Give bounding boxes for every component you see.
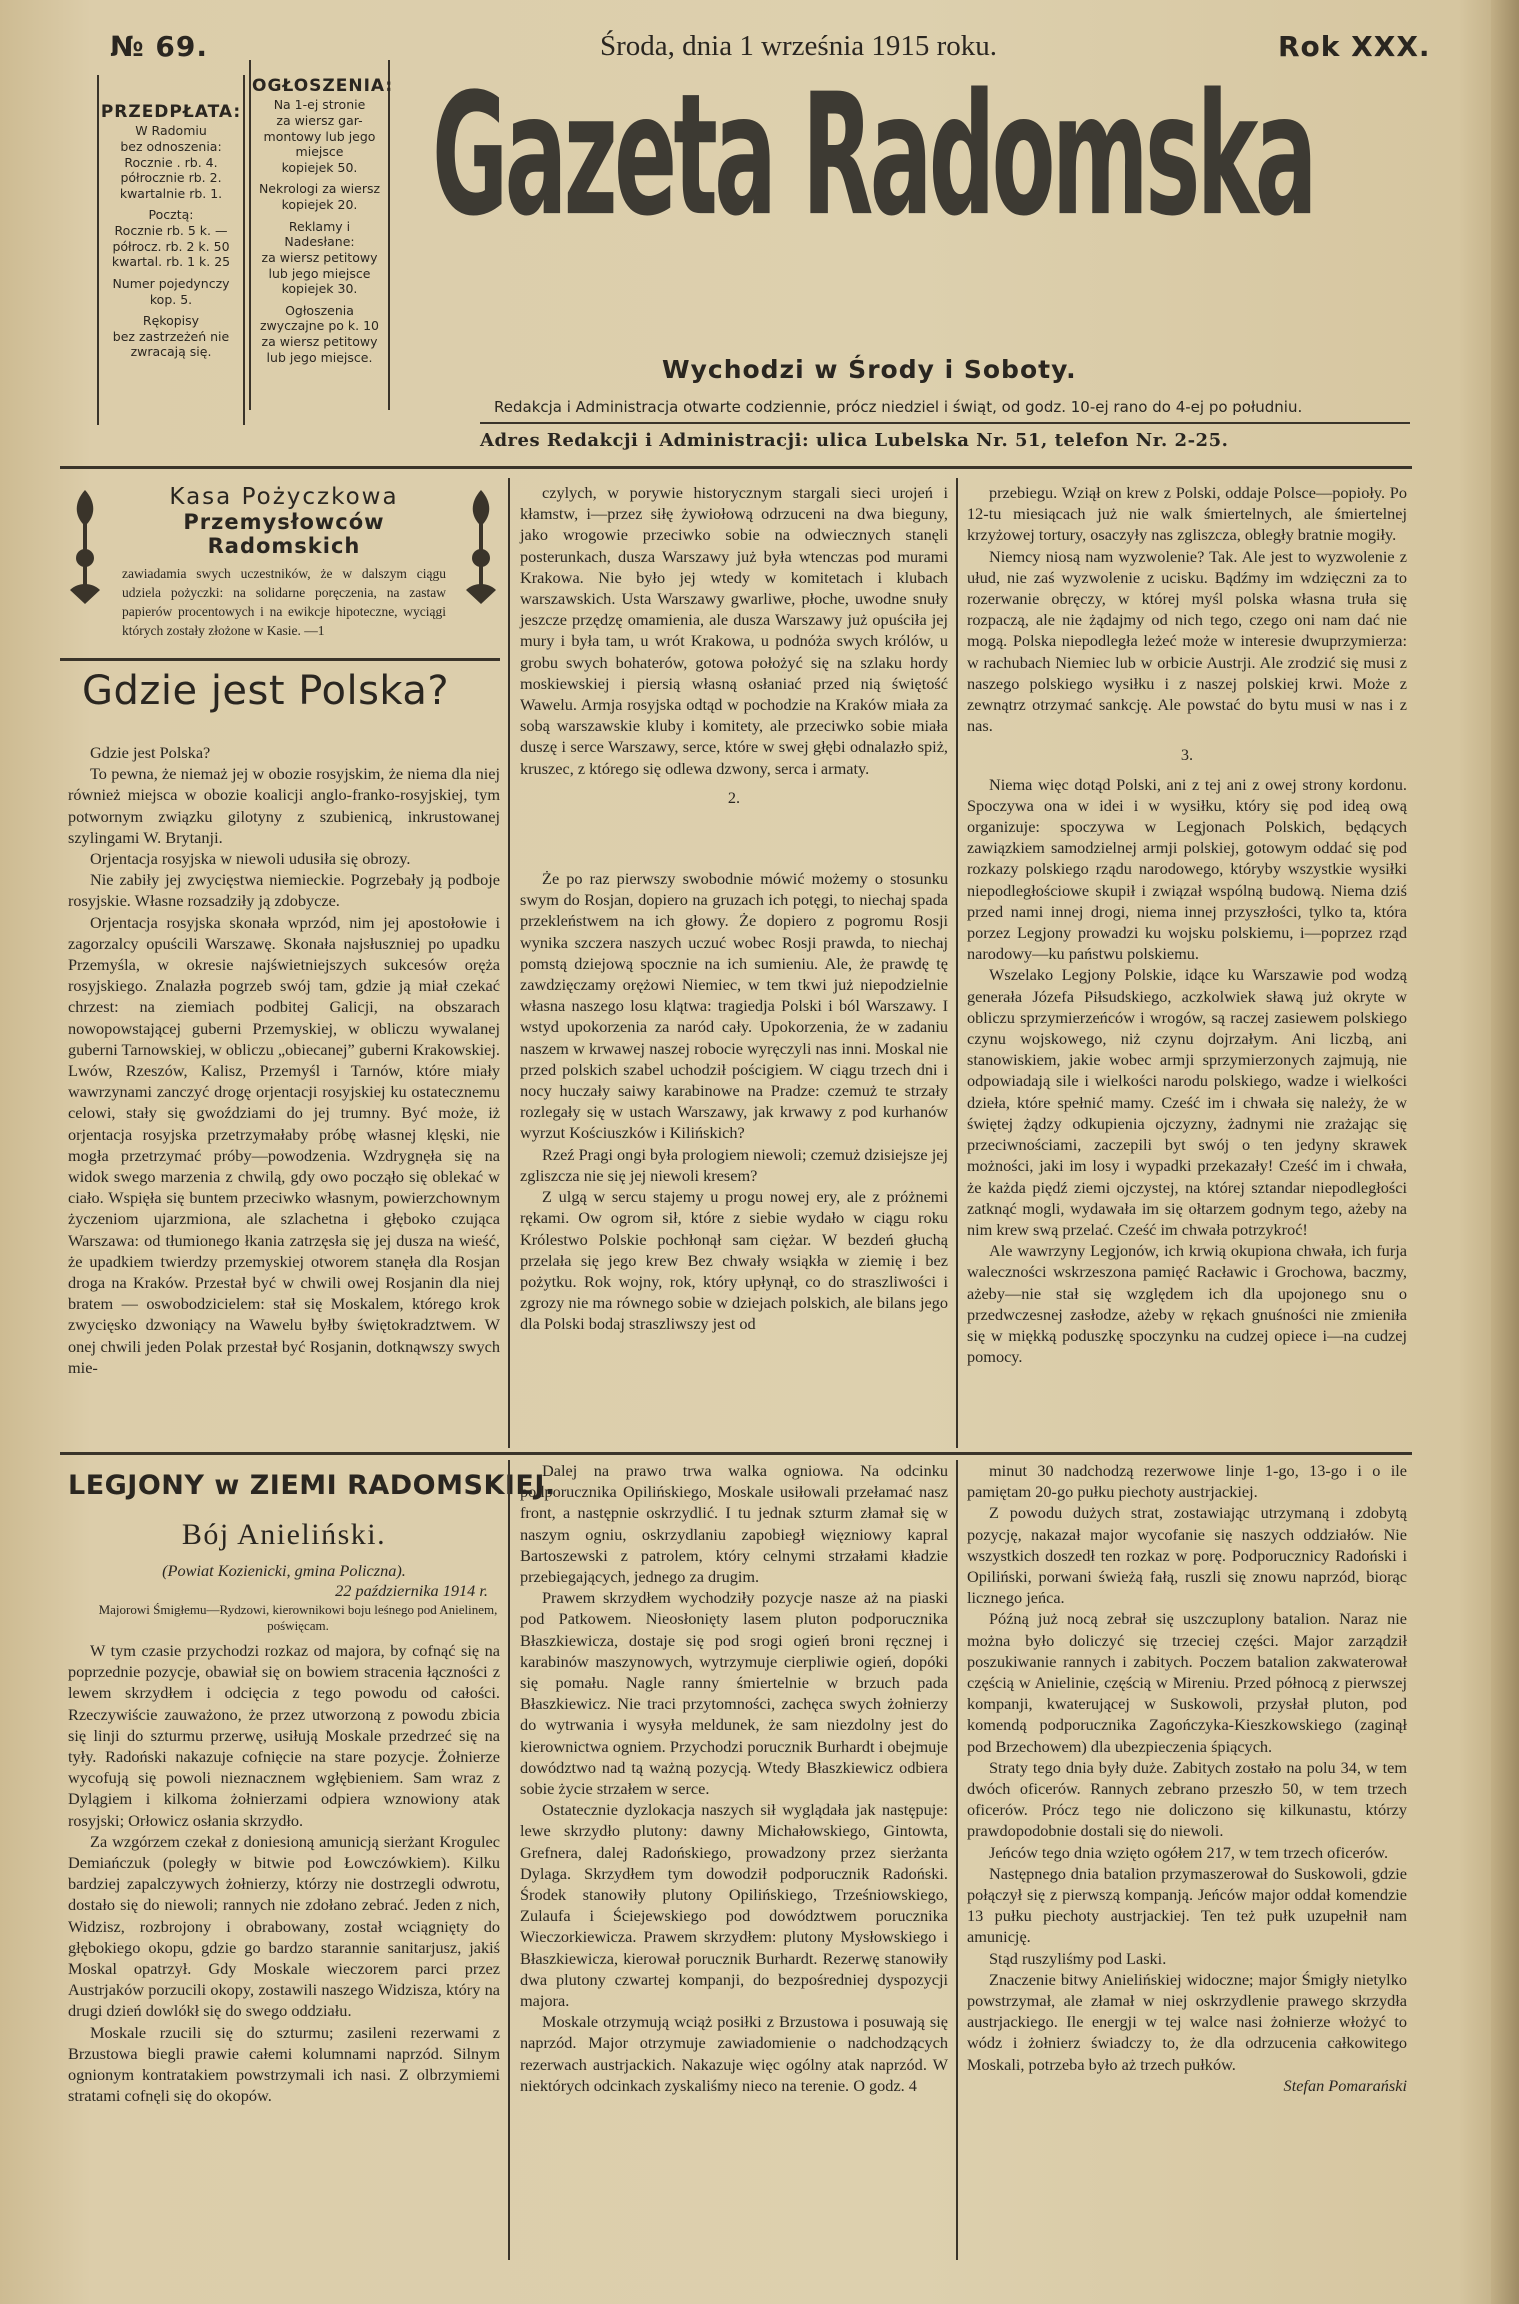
paragraph: Prawem skrzydłem wychodziły pozycje nasze aż na piaski pod Patkowem. Nieosłonięty lasem pluton podporucznika Błaszkiewicza, dostaje się pod srogi ogień broni ręcznej i karabinów maszynowych, wytrzymuje cierpliwie ogień, dopóki się pomału. Nagle ranny śmiertelnie w brzuch pada Błaszkiewicz. Nie traci przytomności, zachęca swych żołnierzy do wytrwania i wysyła meldunek, że sam niezdolny jest do kierownictwa ogniem. Przychodzi porucznik Burhardt i obejmuje dowództwo nad tą ważną pozycją. Wtedy Błaszkiewicz odbiera sobie życie strzałem w serce. — [520, 1588, 948, 1799]
box-line: lub jego miejsce — [268, 265, 371, 281]
column-rule — [956, 1460, 958, 2260]
article2-column2 — [520, 1460, 948, 2096]
paragraph: Orjentacja rosyjska w niewoli udusiła się obrozy. — [90, 849, 411, 869]
box-line: zwracają się. — [130, 344, 212, 360]
box-line: kopiejek 20. — [281, 197, 358, 212]
article2-column1 — [68, 1640, 500, 2106]
paragraph: 3. — [1180, 745, 1194, 765]
ads-box — [252, 76, 394, 365]
article2-date: 22 października 1914 r. — [335, 1581, 488, 1600]
ads-heading: OGŁOSZENIA: — [252, 76, 394, 96]
paragraph: przebiegu. Wziął on krew z Polski, oddaje Polsce—popioły. Po 12-tu miesiącach już nie walk śmiertelnych, ale śmiertelnej krzyżowej tortury, osaczyły nas zgliszcza, obległy bratnie mogiły. — [967, 483, 1407, 545]
box-line: za wiersz petitowy — [261, 249, 378, 265]
office-hours: Redakcja i Administracja otwarte codziennie, prócz niedziel i świąt, od godz. 10-ej rano do 4-ej po południu. — [494, 398, 1303, 416]
paragraph: Z ulgą w sercu stajemy u progu nowej ery, ale z próżnemi rękami. Ow ogrom sił, które z siebie wydało w ciągu roku Królestwo Polskie pochłonął sam ciężar. W bezdeń głuchą przelała się jego krew Bez chwały wsiąkła w ziemię i bez pożytku. Rok wojny, rok, który upłynął, co do straszliwości i zgrozy nie ma równego sobie w dziejach polskich, ale bilans jego dla Polski bodaj straszliwszy jest od — [520, 1187, 948, 1334]
paragraph: Ale wawrzyny Legjonów, ich krwią okupiona chwała, ich furja waleczności wskrzeszona pamięć Racławic i Grochowa, baczmy, ażeby—nie stał się względem ich dla upojonego snu o przedwczesnej zasłodze, ażeby w rękach gnuśności nie zmieniła się w miękką poduszkę spoczynku na cudzej opiece i—na cudzej pomocy. — [967, 1241, 1407, 1367]
rule — [388, 60, 390, 410]
box-line: za wiersz gar- — [276, 112, 363, 128]
box-line: kop. 5. — [149, 291, 193, 307]
kasa-notice — [114, 484, 454, 640]
article2-subhead: Bój Anieliński. — [181, 1518, 387, 1551]
box-line: kwartal. rb. 1 k. 25 — [111, 254, 231, 270]
paragraph: To pewna, że niemaż jej w obozie rosyjskim, że niema dla niej również miejsca w obozie koalicji anglo-franko-rosyjskiej, tym potwornym związku gilotyny z szubienicą, inkrustowanej szylingami W. Brytanji. — [68, 764, 500, 847]
page-edge — [1491, 0, 1519, 2304]
paragraph: Orjentacja rosyjska skonała wprzód, nim jej apostołowie i zagorzalcy opuścili Warszawę. Skonała najsłuszniej po upadku Przemyśla, w okresie najświetniejszych sukcesów oręża rosyjskiego. Znalazła pogrzeb swój tam, gdzie ją miał czekać chrzest: na ziemiach podbitej Galicji, na obszarach nowopowstającej guberni Przemyskiej, w obliczu wywalanej guberni Tarnowskiej, w obliczu „obiecanej” guberni Krakowskiej. Lwów, Rzeszów, Kalisz, Przemyśl i Tarnów, które miały wawrzynami zanczyć drogę orjentacji rosyjskiej ku ostatecznemu celowi, stały się gwoździami do jej trumny. Być może, iż orjentacja rosyjska przetrzymałaby próbę własnej klęski, nie mogła przetrzymać próby—powodzenia. Wzdrygnęła się na widok swego marzenia z chwilą, gdy owo począło się oblekać w ciało. Wspięła się buntem przeciwko własnym, powierzchownym życzeniom ujarzmiona, ale szlachetna i głęboko czująca Warszawa: od tłumionego łkania zatrzęsła się jej dusza na wieść, że upadkiem twierdzy przemyskiej otworem stanęła dla Rosjan droga na Kraków. Przestał być w chwili owej Rosjanin dla niej bratem — oswobodzicielem: stał się Moskalem, którego krok zwycięsko dzwoniący na Wawelu byłby świętokradztwem. W onej chwili jeden Polak przestał być Rosjanin, dotknąwszy swych mie- — [68, 912, 500, 1377]
rule — [60, 1452, 1412, 1455]
box-line: zwyczajne po k. 10 — [260, 318, 379, 334]
box-line: półrocznie rb. 2. — [120, 170, 222, 186]
ads-lines — [252, 97, 387, 365]
paragraph: Gdzie jest Polska? — [90, 743, 211, 762]
box-line: Na 1-ej stronie — [273, 97, 366, 113]
signature: Stefan Pomarański — [1283, 2075, 1407, 2095]
box-line: Ogłoszenia — [285, 302, 354, 318]
issue-number: № 69. — [110, 30, 209, 63]
box-line: bez odnoszenia: — [120, 138, 222, 154]
paragraph: Straty tego dnia były duże. Zabitych zostało na polu 34, w tem dwóch oficerów. Rannych zebrano przeszło 50, w tem trzech oficerów. Prócz tego nie doliczono się kilkunastu, którzy prawdopodobnie dostali się do niewoli. — [967, 1757, 1407, 1841]
box-line: Rękopisy — [142, 313, 200, 329]
paragraph: Stąd ruszyliśmy pod Laski. — [989, 1948, 1167, 1968]
paragraph: W tym czasie przychodzi rozkaz od majora, by cofnąć się na poprzednie pozycje, obawiał się on bowiem stracenia łączności z lewem skrzydłem i odcięcia z tego powodu od całości. Rzeczywiście zauważono, że przez utworzoną z powodu zbicia się linji do szturmu przerwę, usiłują Moskale przedrzeć się na tyły. Radoński nakazuje cofnięcie na stare pozycje. Żołnierze wycofują się powoli nieznacznem wgłębieniem. Sam wraz z Dylągiem i kilkoma żołnierzami odpiera wznowiony atak rosyjski; Orłowicz osłania skrzydło. — [68, 1641, 500, 1830]
box-line: bez zastrzeżeń nie — [112, 328, 230, 344]
paragraph: Następnego dnia batalion przymaszerował do Suskowoli, gdzie połączył się z pierwszą kompanją. Jeńców major oddał komendzie 13 pułku piechoty austrjackiej. Ten też pułk uzupełnił nam amunicję. — [967, 1863, 1407, 1947]
column-rule — [956, 478, 958, 1448]
column-rule — [508, 478, 510, 1448]
paragraph: minut 30 nadchodzą rezerwowe linje 1-go, 13-go i o ile pamiętam 20-go pułku piechoty austrjackiej. — [967, 1461, 1407, 1502]
box-line: Pocztą: — [148, 207, 194, 223]
article2-headline: LEGJONY w ZIEMI RADOMSKIEJ. — [68, 1470, 556, 1501]
article1-column2 — [520, 482, 948, 1335]
rule — [60, 466, 1412, 469]
paragraph: Niemcy niosą nam wyzwolenie? Tak. Ale jest to wyzwolenie z ułud, nie zaś wyzwolenie z ucisku. Bądźmy im wdzięczni za to rozerwanie obręczy, w której myśl polska własna truła się rozpaczą, ale nie żądajmy od nich tego, czego oni nam dać nie mogą. Polska niepodległa leżeć może w interesie dwuprzymierza: w rachubach Niemiec lub w orbicie Austrji. Ale zrodzić się musi z naszego polskiego wysiłku i z naszej polskiej krwi. Może z zewnątrz otrzymać sankcję. Ale powstać do bytu musi w nas i z nas. — [967, 546, 1407, 736]
paragraph: Ostatecznie dyzlokacja naszych sił wyglądała jak następuje: lewe skrzydło plutony: dawny Michałowskiego, Gintowta, Grefnera, dalej Radońskiego, prowadzony przez sierżanta Dylaga. Skrzydłem tym dowodził podporucznik Radoński. Środek stanowiły plutony Opilińskiego, Trześniowskiego, Zulaufa i Ściejewskiego pod dowództwem porucznika Wieczorkiewicza. Prawem skrzydłem: plutony Mysłowskiego i Błaszkiewicza, kierował porucznik Burhardt. Rezerwę stanowiły dwa plutony czwartej kompanji, do bezpośredniej dyspozycji majora. — [520, 1800, 948, 2011]
box-line: kwartalnie rb. 1. — [119, 185, 223, 201]
paragraph: Rzeź Pragi ongi była prologiem niewoli; czemuż dzisiejsze jej zgliszcza nie się jej niewoli kresem? — [520, 1144, 948, 1185]
paragraph: czylych, w porywie historycznym stargali sieci urojeń i kłamstw, i—przez siłę żywiołową odrzuceni na dwa bieguny, jako wrogowie przeciwko sobie na odwiecznych stanęli posterunkach, dusza Warszawy już była wtenczas pod murami Krakowa. Nie było jej wtedy w komitetach i klubach warszawskich. Usta Warszawy gwarliwe, płoche, uwodne snuły jeszcze przędzę omamienia, ale dusza Warszawy już opuściła jej mury i była tam, u wrót Krakowa, u podnóża swych królów, u grobu swych bohaterów, gotowa położyć się na szlaku hordy moskiewskiej i piersią własną osłaniać przed nią świętość Wawelu. Armja rosyjska odtąd w pochodzie na Kraków miała za sobą warszawskie kluby i komitety, ale przeciwko sobie miała duszę i serce Warszawy, serce, które w swej głębi odnalazło spiż, kruszec, z którego się odlewa dzwony, serca i armaty. — [520, 483, 948, 778]
box-line: Rocznie . rb. 4. — [124, 154, 218, 170]
box-line: kopiejek 30. — [281, 281, 358, 297]
paragraph: Wszelako Legjony Polskie, idące ku Warszawie pod wodzą generała Józefa Piłsudskiego, aczkolwiek sławą już okryte w obliczu sprzymierzeńców i wrogów, są raczej zasiewem polskiego czynu wojskowego, niż czynu dojrzałym. Ani liczbą, ani stanowiskiem, jakie wobec armji sprzymierzonych zajmują, nie odpowiadają sile i wielkości narodu polskiego, wadze i wielkości dzieła, które spełnić mamy. Cześć im i chwała się należy, że w świętej żądzy odkupienia ojczyzny, żadnymi nie zrażając się przeciwnościami, zaczepili byt swój o ten jedyny skrawek możności, jaki im losy i wypadki przekazały! Cześć im i chwała, że każda piędź ziemi ojczystej, na której sztandar niepodległości zatknąć mogli, wydawała im się ołtarzem godnym tego, ażeby na nim krew swą przelać. Cześć im chwała potrzykroć! — [967, 965, 1407, 1239]
box-line: Numer pojedynczy — [112, 275, 230, 291]
paragraph: Nie zabiły jej zwycięstwa niemieckie. Pogrzebały ją podboje rosyjskie. Własne rozsadziły ją zdobycze. — [68, 870, 500, 911]
box-line: za wiersz petitowy — [261, 334, 378, 349]
article1-column1 — [68, 742, 500, 1378]
paragraph: Za wzgórzem czekał z doniesioną amunicją sierżant Krogulec Demiańczuk (poległy w bitwie pod Łowczówkiem). Kilku bardziej zapalczywych żołnierzy, którzy nie dostrzegli odwrotu, dostało się do niewoli; rannych nie zdołano zebrać. Jeden z nich, Widzisz, rozbrojony i obrabowany, został wciągnięty do głębokiego okopu, gdzie go bardzo starannie sanitarjusz, jakiś Moskal opatrzył. Gdy Moskale wieczorem parci przez Austrjaków porzucili okopy, zostawili naszego Widzisza, który na drugi dzień dowlókł się do swego oddziału. — [68, 1831, 500, 2021]
paragraph: Że po raz pierwszy swobodnie mówić możemy o stosunku swym do Rosjan, dopiero na gruzach ich potęgi, to niechaj spada przekleństwem na ich głowy. Że dopiero z pogromu Rosji wynika szczera naszych uczuć wobec Rosji prawda, to niechaj pomstą dziejową spocznie na ich sumieniu. Ale, że prawdę tę zawdzięczamy orężowi Niemiec, w tem tkwi już niepodzielnie własna naszego losu klątwa: tragiedja Polski i ból Warszawy. I wstyd upokorzenia za naród cały. Upokorzenia, że w zadaniu naszem w krwawej naszej robocie wyręczyli nas inni. Moskal nie przed polskich szabel uchodził pościgiem. W ciągu trzech dni i nocy huczały saiwy karabinowe na Pradze: czemuż te strzały rozlegały się w ustach Warszawy, jak krwawy z pod kurhanów wyrzut Kościuszków i Kilińskich? — [520, 869, 948, 1143]
newspaper-title: Gazeta Radomska — [432, 58, 1314, 254]
paragraph: Moskale rzucili się do szturmu; zasileni rezerwami z Brzustowa biegli prawie całemi kolumnami naprzód. Silnym ognionym kontratakiem powstrzymali ich nasi. Z olbrzymiemi stratami cofnęli się do okopów. — [68, 2022, 500, 2106]
rule — [243, 75, 245, 425]
article-headline: Gdzie jest Polska? — [82, 668, 450, 714]
box-line: miejsce — [295, 144, 344, 160]
paragraph: 2. — [727, 787, 741, 807]
box-line: półrocz. rb. 2 k. 50 — [112, 238, 230, 254]
paragraph: Dalej na prawo trwa walka ogniowa. Na odcinku podporucznika Opilińskiego, Moskale usiłowali przełamać nasz front, a następnie oskrzydlić. I tu jednak szturm złamał się w naszym ogniu, oskrzydlaniu zapobiegł więzniowy kapral Bartoszewski z patrolem, który celnymi strzałami kładzie przebiegających, jednego za drugim. — [520, 1461, 948, 1587]
rule — [60, 658, 500, 661]
subscription-heading: PRZEDPŁATA: — [100, 102, 242, 122]
ornament-icon — [66, 486, 104, 606]
issue-date: Środa, dnia 1 września 1915 roku. — [600, 30, 998, 62]
paragraph: Późną już nocą zebrał się uszczuplony batalion. Naraz nie można było doliczyć się trzeciej części. Major zarządził poszukiwanie rannych i zabitych. Poczem batalion zakwaterował częścią w Anielinie, częścią w Mireniu. Przed północą z pierwszej kompanji, kwaterującej w Suskowoli, przysłał pluton, pod komendą podporucznika Zagończyka-Kieszkowskiego (zaginął pod Brzechowem) dla ubezpieczenia śpiących. — [967, 1609, 1407, 1756]
paragraph: Niema więc dotąd Polski, ani z tej ani z owej strony kordonu. Spoczywa ona w idei i w wysiłku, który się pod ideą ową organizuje: spoczywa w Legjonach Polskich, będących zawiązkiem samodzielnej armji polskiej, gotowym oddać się pod rozkazy polskiego rządu narodowego, któryby wszystkie wysiłki niepodległościowe skupił i związał wspólną budową. Niema dziś przed nami innej drogi, niema innej przyszłości, tylko ta, która porzez Legjony prowadzi ku wojsku polskiemu, i—poprzez rząd narodowy—ku państwu polskiemu. — [967, 774, 1407, 964]
ornament-icon — [462, 486, 500, 606]
paragraph: Z powodu dużych strat, zostawiając utrzymaną i zdobytą pozycję, nakazał major wycofanie się naszych oddziałów. Nie wszystkich doszedł ten rozkaz w porę. Podporucznicy Radoński i Opiliński, porwani świeżą fałą, ruszli się znowu naprzód, biorąc licznego jeńca. — [967, 1503, 1407, 1608]
paragraph: Znaczenie bitwy Anielińskiej widoczne; major Śmigły nietylko powstrzymał, ale złamał w niej oskrzydlenie prawego skrzydła austrjackiego. Ile energji w tej walce nasi żołnierze włożyć to wódz i żołnierz świadczy to, że dla odrzucenia całkowitego Moskali, potrzeba było aż trzech pułków. — [967, 1969, 1407, 2074]
article2-dedication: Majorowi Śmigłemu—Rydzowi, kierownikowi boju leśnego pod Anielinem, poświęcam. — [98, 1602, 498, 1633]
box-line: kopiejek 50. — [281, 159, 358, 175]
subscription-box — [100, 102, 242, 360]
box-line: montowy lub jego — [263, 128, 376, 144]
article2-column3 — [967, 1460, 1407, 2096]
box-line: lub jego miejsce. — [266, 349, 373, 365]
kasa-line1: Kasa Pożyczkowa — [169, 484, 399, 510]
kasa-text: zawiadamia swych uczestników, że w dalszym ciągu udziela pożyczki: na solidarne poręczenia, na zastaw papierów procentowych i na ewikcje hipoteczne, wyciągi których zostały złożone w Kasie. —1 — [122, 566, 446, 638]
subscription-lines — [100, 123, 242, 360]
rule — [480, 422, 1410, 424]
box-line: Nekrologi za wiersz — [258, 181, 381, 197]
paragraph: Jeńców tego dnia wzięto ogółem 217, w tem trzech oficerów. — [989, 1842, 1389, 1862]
rule — [249, 60, 251, 410]
newspaper-subtitle: Wychodzi w Środy i Soboty. — [662, 355, 1077, 384]
issue-year: Rok XXX. — [1278, 30, 1431, 63]
address-line: Adres Redakcji i Administracji: ulica Lubelska Nr. 51, telefon Nr. 2-25. — [480, 430, 1229, 451]
kasa-line2: Przemysłowców Radomskich — [183, 510, 385, 558]
box-line: Rocznie rb. 5 k. — — [114, 223, 228, 238]
paragraph: Moskale otrzymują wciąż posiłki z Brzustowa i posuwają się naprzód. Major otrzymuje zawiadomienie o nadchodzących rezerwach austrjackich. Nakazuje więc ogólny atak naprzód. W niektórych odcinkach zyskaliśmy nieco na terenie. O godz. 4 — [520, 2012, 948, 2095]
box-line: W Radomiu — [135, 123, 207, 139]
article2-place: (Powiat Kozienicki, gmina Policzna). — [162, 1561, 406, 1580]
column-rule — [508, 1460, 510, 2260]
article1-column3 — [967, 482, 1407, 1367]
rule — [97, 75, 99, 425]
box-line: Reklamy i Nadesłane: — [284, 218, 355, 250]
